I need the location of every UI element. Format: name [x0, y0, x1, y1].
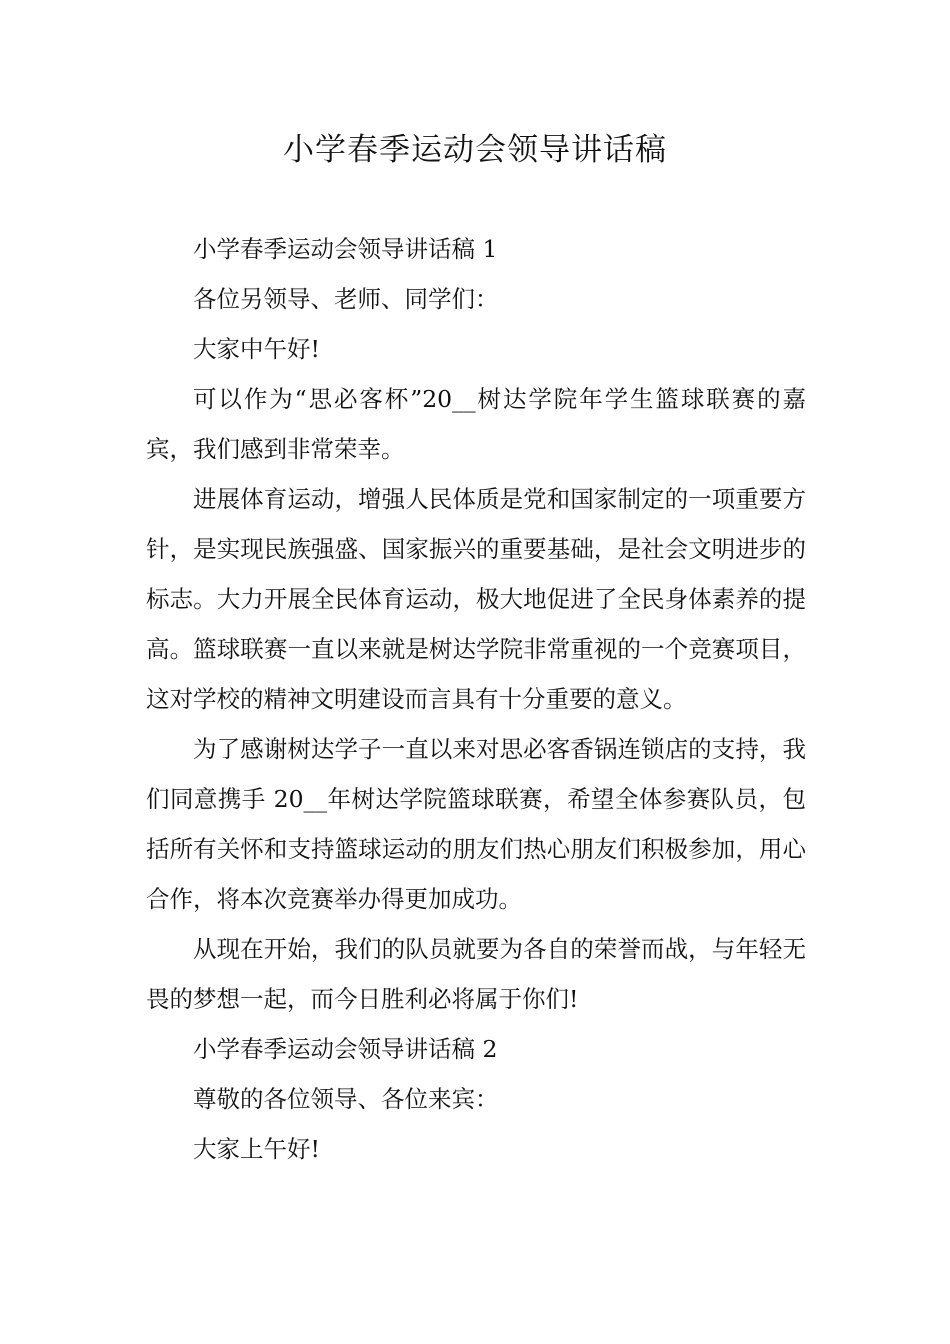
- greeting-2: 大家上午好!: [193, 1135, 320, 1163]
- salutation: 各位另领导、老师、同学们：: [193, 285, 499, 313]
- document-body: [146, 224, 806, 1174]
- greeting: 大家中午好!: [193, 335, 320, 363]
- paragraph-intro: 可以作为“思必客杯”20__树达学院年学生篮球联赛的嘉宾，我们感到非常荣幸。: [146, 385, 806, 463]
- document-title: 小学春季运动会领导讲话稿: [283, 132, 667, 168]
- section-heading-1: 小学春季运动会领导讲话稿 1: [193, 235, 498, 263]
- section-heading-2: 小学春季运动会领导讲话稿 2: [193, 1035, 498, 1063]
- paragraph-closing: 从现在开始，我们的队员就要为各自的荣誉而战，与年轻无畏的梦想一起，而今日胜利必将属于你们!: [146, 935, 806, 1013]
- paragraph-sports-importance: 进展体育运动，增强人民体质是党和国家制定的一项重要方针，是实现民族强盛、国家振兴的重要基础，是社会文明进步的标志。大力开展全民体育运动，极大地促进了全民身体素养的提高。篮球联赛一直以来就是树达学院非常重视的一个竞赛项目，这对学校的精神文明建设而言具有十分重要的意义。: [146, 485, 806, 713]
- paragraph-thanks: 为了感谢树达学子一直以来对思必客香锅连锁店的支持，我们同意携手 20__年树达学院篮球联赛，希望全体参赛队员，包括所有关怀和支持篮球运动的朋友们热心朋友们积极参加，用心合作，将本次竞赛举办得更加成功。: [146, 735, 806, 913]
- salutation-2: 尊敬的各位领导、各位来宾：: [193, 1085, 499, 1113]
